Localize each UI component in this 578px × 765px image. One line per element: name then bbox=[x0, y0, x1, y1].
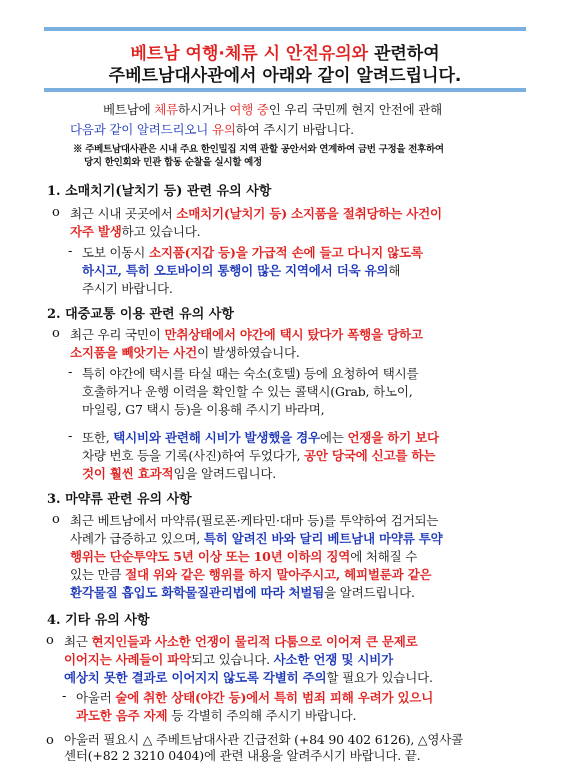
text-run: 최근 bbox=[64, 634, 92, 649]
text-run: 최근 우리 국민이 bbox=[70, 327, 165, 342]
section-2-dash-2-line-3 bbox=[82, 464, 276, 483]
text-run: 관련하여 bbox=[368, 44, 440, 64]
title-line-2: 주베트남대사관에서 아래와 같이 알려드립니다. bbox=[108, 66, 462, 86]
text-run: 최근 시내 곳곳에서 bbox=[70, 206, 177, 221]
text-run: 언쟁을 하기 보다 bbox=[347, 430, 439, 445]
section-3-heading: 3. 마약류 관련 유의 사항 bbox=[47, 492, 192, 507]
text-run: 유의 bbox=[211, 122, 236, 137]
text-run: 여행 중 bbox=[229, 102, 269, 117]
text-run: 사소한 언쟁 및 시비가 bbox=[273, 652, 393, 667]
section-2-dash-2-marker: - bbox=[68, 429, 73, 444]
text-run: 할 필요가 있습니다. bbox=[326, 670, 433, 685]
section-2-bullet-1-marker: o bbox=[52, 326, 60, 341]
text-run: 만취상태에서 야간에 택시 탔다가 폭행을 당하고 bbox=[164, 327, 423, 342]
section-2-dash-2-line-1 bbox=[82, 428, 439, 447]
section-2-bullet-1-line-1 bbox=[70, 325, 423, 344]
text-run: 하여 주시기 바랍니다. bbox=[235, 122, 354, 137]
section-4-bullet-2-line-2: 센터(+82 2 3210 0404)에 관련 내용을 알려주시기 바랍니다. 끝. bbox=[64, 748, 421, 763]
section-4-dash-1-marker: - bbox=[62, 689, 67, 704]
section-2-dash-1-line-3: 마일링, G7 택시 등)을 이용해 주시기 바라며, bbox=[82, 402, 325, 417]
section-2-dash-1-marker: - bbox=[68, 365, 73, 380]
text-run: 베트남에 bbox=[103, 102, 155, 117]
section-4-dash-1-line-2 bbox=[76, 706, 356, 725]
text-run: 되고 있습니다. bbox=[191, 652, 274, 667]
text-run: 하고 있습니다. bbox=[121, 224, 201, 239]
section-1-dash-1-marker: - bbox=[68, 244, 73, 259]
text-run: 에 처해질 수 bbox=[350, 549, 418, 564]
text-run: 것이 훨씬 효과적 bbox=[82, 466, 174, 481]
intro-line-2 bbox=[70, 120, 354, 139]
section-3-bullet-1-line-2 bbox=[70, 529, 443, 548]
section-1-dash-1-line-3: 주시기 바랍니다. bbox=[82, 281, 173, 296]
text-run: 임을 알려드립니다. bbox=[173, 466, 276, 481]
text-run: 자주 발생 bbox=[70, 224, 122, 239]
section-4-bullet-1-line-3 bbox=[64, 668, 433, 687]
text-run: 행위는 단순투약도 5년 이상 또는 10년 이하의 징역 bbox=[70, 549, 351, 564]
text-run: 현지인들과 사소한 언쟁이 물리적 다툼으로 이어져 큰 문제로 bbox=[91, 634, 418, 649]
text-run: 하시거나 bbox=[178, 102, 230, 117]
intro-note-1: ※ 주베트남대사관은 시내 주요 한인밀집 지역 관할 공안서와 연계하여 금번 구정을 전후하여 bbox=[73, 144, 444, 155]
text-run: 또한, bbox=[82, 430, 114, 445]
section-1-bullet-1-line-2 bbox=[70, 222, 200, 241]
text-run: 도보 이동시 bbox=[82, 245, 149, 260]
text-run: 있는 만큼 bbox=[70, 567, 126, 582]
section-4-bullet-1-line-2 bbox=[64, 650, 393, 669]
text-run: 술에 취한 상태(야간 등)에서 특히 범죄 피해 우려가 있으니 bbox=[115, 690, 434, 705]
text-run: 이 발생하였습니다. bbox=[197, 345, 300, 360]
text-run: 에는 bbox=[319, 430, 348, 445]
section-4-heading: 4. 기타 유의 사항 bbox=[47, 613, 150, 628]
title-bottom-rule bbox=[44, 88, 526, 92]
text-run: 택시비와 관련해 시비가 발생했을 경우 bbox=[113, 430, 320, 445]
text-run: 환각물질 흡입도 화학물질관리법에 따라 처벌됨 bbox=[70, 585, 325, 600]
section-3-bullet-1-line-1: 최근 베트남에서 마약류(필로폰·케타민·대마 등)를 투약하여 검거되는 bbox=[70, 513, 439, 528]
text-run: 소지품을 빼앗기는 사건 bbox=[70, 345, 198, 360]
section-3-bullet-1-marker: o bbox=[52, 512, 60, 527]
text-run: 소매치기(날치기 등) 소지품을 절취당하는 사건이 bbox=[176, 206, 442, 221]
section-3-bullet-1-line-5 bbox=[70, 583, 415, 602]
section-4-dash-1-line-1 bbox=[76, 688, 433, 707]
section-4-bullet-1-line-1 bbox=[64, 632, 417, 651]
section-4-bullet-2-marker: o bbox=[46, 733, 54, 748]
section-1-bullet-1-marker: o bbox=[52, 205, 60, 220]
text-run: 사례가 급증하고 있으며, bbox=[70, 531, 204, 546]
title-top-rule bbox=[44, 27, 526, 31]
text-run: 과도한 음주 자제 bbox=[76, 708, 168, 723]
section-2-heading: 2. 대중교통 이용 관련 유의 사항 bbox=[47, 307, 234, 322]
text-run: 등 각별히 주의해 주시기 바랍니다. bbox=[167, 708, 357, 723]
text-run: 이어지는 사례들이 파악 bbox=[64, 652, 192, 667]
text-run: 특히 알려진 바와 달리 베트남내 마약류 투약 bbox=[203, 531, 443, 546]
section-1-bullet-1-line-1 bbox=[70, 204, 442, 223]
section-1-dash-1-line-1 bbox=[82, 243, 423, 262]
section-1-dash-1-line-2 bbox=[82, 261, 400, 280]
intro-line-1 bbox=[103, 100, 442, 119]
text-run: 공안 당국에 신고를 하는 bbox=[304, 448, 436, 463]
section-2-bullet-1-line-2 bbox=[70, 343, 300, 362]
section-2-dash-2-line-2 bbox=[82, 446, 435, 465]
text-run: 하시고, 특히 오토바이의 통행이 많은 지역에서 더욱 유의 bbox=[82, 263, 389, 278]
text-run: 해 bbox=[388, 263, 401, 278]
text-run: 다음과 같이 알려드리오니 bbox=[70, 122, 212, 137]
section-3-bullet-1-line-3 bbox=[70, 547, 417, 566]
section-3-bullet-1-line-4 bbox=[70, 565, 431, 584]
text-run: 베트남 여행·체류 시 안전유의와 bbox=[130, 44, 369, 64]
text-run: 차량 번호 등을 기록(사진)하여 두었다가, bbox=[82, 448, 304, 463]
text-run: 예상치 못한 결과로 이어지지 않도록 각별히 주의 bbox=[64, 670, 327, 685]
section-4-bullet-2-line-1: 아울러 필요시 △ 주베트남대사관 긴급전화 (+84 90 402 6126), △영사콜 bbox=[64, 732, 463, 747]
section-4-bullet-1-marker: o bbox=[46, 633, 54, 648]
intro-note-2: 당지 한인회와 민관 합동 순찰을 실시할 예정 bbox=[84, 157, 262, 168]
text-run: 을 알려드립니다. bbox=[324, 585, 415, 600]
text-run: 체류 bbox=[154, 102, 179, 117]
text-run: 소지품(지갑 등)을 가급적 손에 들고 다니지 않도록 bbox=[148, 245, 423, 260]
section-1-heading: 1. 소매치기(날치기 등) 관련 유의 사항 bbox=[47, 184, 272, 199]
text-run: 아울러 bbox=[76, 690, 116, 705]
section-2-dash-1-line-1: 특히 야간에 택시를 타실 때는 숙소(호텔) 등에 요청하여 택시를 bbox=[82, 366, 419, 381]
section-2-dash-1-line-2: 호출하거나 운행 이력을 확인할 수 있는 콜택시(Grab, 하노이, bbox=[82, 384, 413, 399]
text-run: 절대 위와 같은 행위를 하지 말아주시고, 헤피벌룬과 같은 bbox=[125, 567, 432, 582]
text-run: 인 우리 국민께 현지 안전에 관해 bbox=[268, 102, 442, 117]
